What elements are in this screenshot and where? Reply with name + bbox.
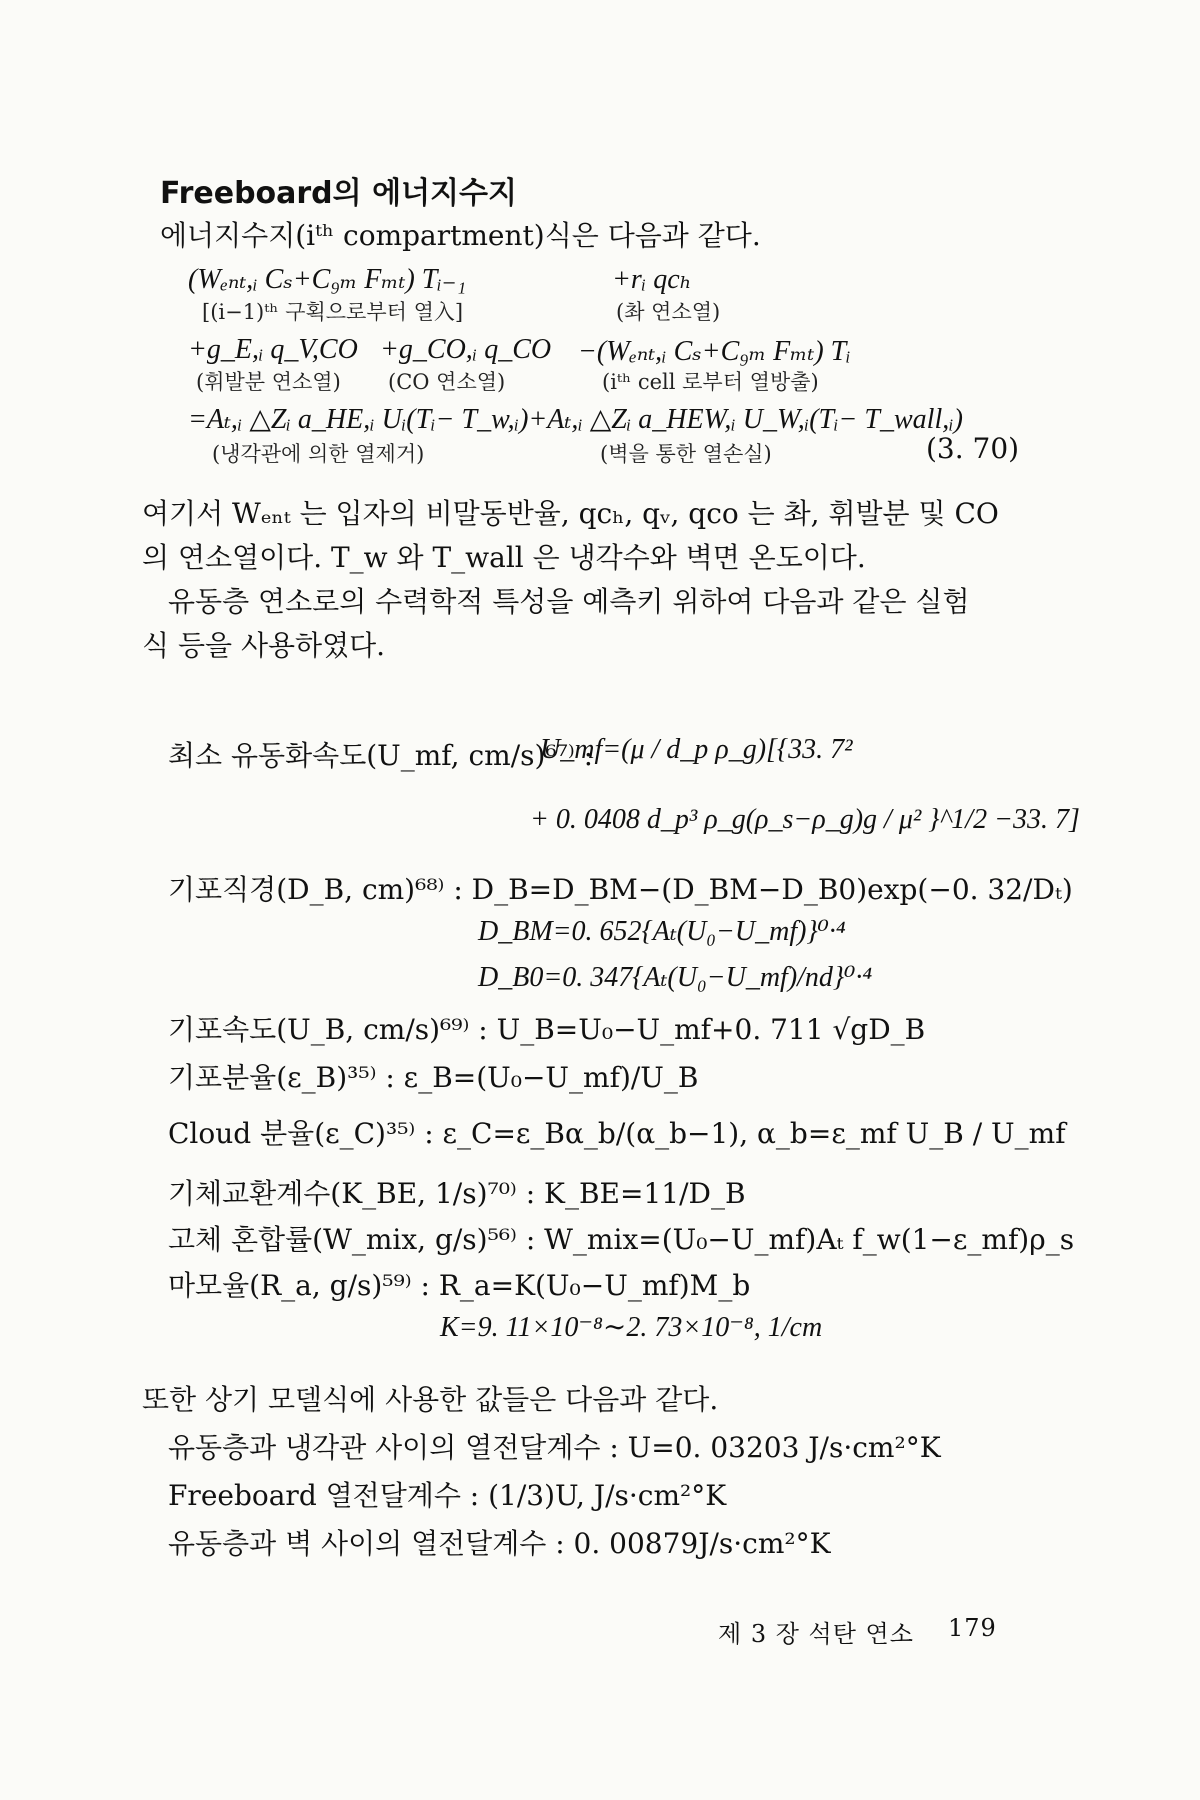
formula-umf-label: 최소 유동화속도(U_mf, cm/s)⁶⁷⁾ : [168, 739, 594, 772]
eq-note-co: (CO 연소열) [388, 370, 506, 394]
eq-note-inflow: [(i−1)ᵗʰ 구획으로부터 열入] [202, 300, 464, 324]
section-title: Freeboard의 에너지수지 [160, 176, 517, 211]
eq-note-outflow: (iᵗʰ cell 로부터 열방출) [602, 370, 819, 394]
eq-term-inflow: (Wₑₙₜ,ᵢ Cₛ+C₉ₘ Fₘₜ) Tᵢ₋₁ [188, 264, 467, 295]
equation-number: (3. 70) [926, 432, 1020, 465]
constant-tube-coefficient: 유동층과 냉각관 사이의 열전달계수 : U=0. 03203 J/s·cm²°K [168, 1431, 941, 1464]
formula-gas-exchange: 기체교환계수(K_BE, 1/s)⁷⁰⁾ : K_BE=11/D_B [168, 1177, 746, 1210]
eq-term-outflow: −(Wₑₙₜ,ᵢ Cₛ+C₉ₘ Fₘₜ) Tᵢ [578, 336, 851, 367]
formula-k-range: K=9. 11×10⁻⁸∼2. 73×10⁻⁸, 1/cm [440, 1312, 823, 1343]
explanation-line-1: 여기서 Wₑₙₜ 는 입자의 비말동반율, qcₕ, qᵥ, qco 는 촤, 휘발분 및 CO [142, 497, 999, 530]
page-number: 179 [948, 1614, 997, 1642]
explanation-line-3: 유동층 연소로의 수력학적 특성을 예측키 위하여 다음과 같은 실험 [168, 585, 970, 618]
footer-chapter: 제 3 장 석탄 연소 [718, 1620, 914, 1648]
explanation-line-4: 식 등을 사용하였다. [142, 629, 386, 662]
eq-term-volatile: +g_E,ᵢ q_V,CO [188, 334, 358, 365]
formula-cloud-fraction: Cloud 분율(ε_C)³⁵⁾ : ε_C=ε_Bα_b/(α_b−1), α_b=ε_mf U_B / U_mf [168, 1117, 1066, 1150]
formula-bubble-diameter: 기포직경(D_B, cm)⁶⁸⁾ : D_B=D_BM−(D_BM−D_B0)exp(−0. 32/Dₜ) [168, 873, 1073, 906]
formula-db0: D_B0=0. 347{Aₜ(U₀−U_mf)/nd}⁰·⁴ [478, 962, 873, 993]
formula-bubble-velocity: 기포속도(U_B, cm/s)⁶⁹⁾ : U_B=U₀−U_mf+0. 711 √gD_B [168, 1013, 926, 1046]
formula-bubble-fraction: 기포분율(ε_B)³⁵⁾ : ε_B=(U₀−U_mf)/U_B [168, 1061, 699, 1094]
intro-sentence: 에너지수지(iᵗʰ compartment)식은 다음과 같다. [160, 219, 761, 252]
eq-note-volatile: (휘발분 연소열) [196, 370, 341, 394]
formula-solid-mixing: 고체 혼합률(W_mix, g/s)⁵⁶⁾ : W_mix=(U₀−U_mf)Aₜ f_w(1−ε_mf)ρ_s [168, 1223, 1075, 1256]
formula-dbm: D_BM=0. 652{Aₜ(U₀−U_mf)}⁰·⁴ [478, 916, 846, 947]
formula-umf-expression: U_mf=(μ / d_p ρ_g)[{33. 7² [540, 734, 853, 765]
constant-freeboard-coefficient: Freeboard 열전달계수 : (1/3)U, J/s·cm²°K [168, 1479, 727, 1512]
eq-term-char: +rᵢ qcₕ [612, 264, 692, 295]
explanation-line-2: 의 연소열이다. T_w 와 T_wall 은 냉각수와 벽면 온도이다. [142, 541, 866, 574]
formula-umf-continuation: + 0. 0408 d_p³ ρ_g(ρ_s−ρ_g)g / μ² }^1/2 −33. 7] [530, 804, 1080, 835]
eq-note-wall: (벽을 통한 열손실) [600, 442, 772, 466]
eq-note-cooling: (냉각관에 의한 열제거) [212, 442, 425, 466]
constant-wall-coefficient: 유동층과 벽 사이의 열전달계수 : 0. 00879J/s·cm²°K [168, 1527, 831, 1560]
formula-attrition: 마모율(R_a, g/s)⁵⁹⁾ : R_a=K(U₀−U_mf)M_b [168, 1269, 751, 1302]
eq-rhs: =Aₜ,ᵢ △Zᵢ a_HE,ᵢ Uᵢ(Tᵢ− T_w,ᵢ)+Aₜ,ᵢ △Zᵢ a_HEW,ᵢ U_W,ᵢ(Tᵢ− T_wall,ᵢ) [188, 404, 963, 435]
constants-intro: 또한 상기 모델식에 사용한 값들은 다음과 같다. [142, 1383, 719, 1416]
eq-note-char: (촤 연소열) [616, 300, 721, 324]
eq-term-co: +g_CO,ᵢ q_CO [380, 334, 552, 365]
